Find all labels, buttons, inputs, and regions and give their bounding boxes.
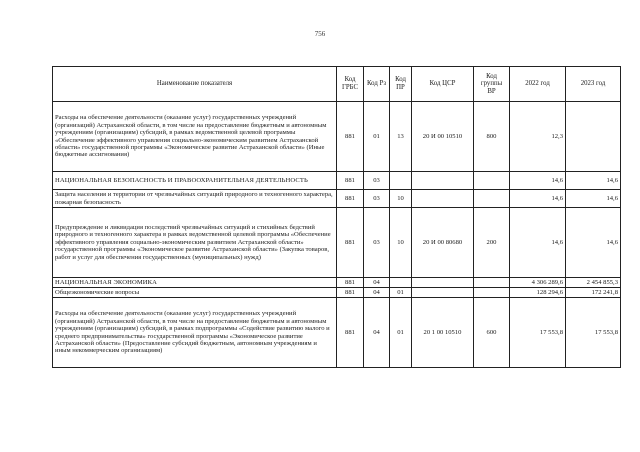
header-vr: Код группы ВР [474, 67, 510, 102]
row-name: НАЦИОНАЛЬНАЯ БЕЗОПАСНОСТЬ И ПРАВООХРАНИТЕЛЬНАЯ ДЕЯТЕЛЬНОСТЬ [53, 172, 337, 190]
table-row [53, 208, 621, 278]
budget-table [52, 66, 621, 368]
row-2023: 2 454 855,3 [566, 278, 621, 288]
row-name: Расходы на обеспечение деятельности (оказание услуг) государственных учреждений (организаций) Астраханской области, в том числе на предоставление бюджетным и автономным учреждениям (организациям) субсидий, в рамках ведомственной целевой программы «Обеспечение эффективного управления социально-экономическим развитием Астраханской области» государственной программы «Экономическое развитие Астраханской области» (Иные бюджетные ассигнования) [53, 102, 337, 172]
row-rz: 03 [364, 208, 390, 278]
row-csr [412, 278, 474, 288]
table-row [53, 190, 621, 208]
header-rz: Код Рз [364, 67, 390, 102]
header-2023: 2023 год [566, 67, 621, 102]
row-pr [390, 172, 412, 190]
header-pr: Код ПР [390, 67, 412, 102]
row-csr: 20 И 00 10510 [412, 102, 474, 172]
row-2022: 12,3 [510, 102, 566, 172]
row-grbs: 881 [337, 102, 364, 172]
row-csr [412, 190, 474, 208]
row-2022: 4 306 289,6 [510, 278, 566, 288]
row-grbs: 881 [337, 298, 364, 368]
row-rz: 04 [364, 288, 390, 298]
row-grbs: 881 [337, 208, 364, 278]
header-grbs: Код ГРБС [337, 67, 364, 102]
page-number: 756 [314, 30, 326, 38]
table-header-row [53, 67, 621, 102]
row-2022: 14,6 [510, 190, 566, 208]
row-name: Предупреждение и ликвидация последствий чрезвычайных ситуаций и стихийных бедствий природного и техногенного характера в рамках ведомственной целевой программы «Обеспечение эффективного управления социально-экономическим развитием Астраханской области» государственной программы «Экономическое развитие Астраханской области» (Закупка товаров, работ и услуг для обеспечения государственных (муниципальных) нужд) [53, 208, 337, 278]
row-pr: 10 [390, 190, 412, 208]
row-vr: 200 [474, 208, 510, 278]
row-2022: 17 553,8 [510, 298, 566, 368]
row-grbs: 881 [337, 172, 364, 190]
row-2023: 17 553,8 [566, 298, 621, 368]
row-grbs: 881 [337, 190, 364, 208]
row-vr [474, 278, 510, 288]
row-rz: 01 [364, 102, 390, 172]
row-pr: 01 [390, 288, 412, 298]
table-row [53, 172, 621, 190]
row-rz: 03 [364, 172, 390, 190]
table-row [53, 102, 621, 172]
row-rz: 04 [364, 278, 390, 288]
row-csr [412, 172, 474, 190]
row-pr: 13 [390, 102, 412, 172]
row-grbs: 881 [337, 288, 364, 298]
row-name: Расходы на обеспечение деятельности (оказание услуг) государственных учреждений (организаций) Астраханской области, в том числе на предоставление бюджетным и автономным учреждениям (организациям) субсидий, в рамках подпрограммы «Содействие развитию малого и среднего предпринимательства» государственной программы «Экономическое развитие Астраханской области» (Предоставление субсидий бюджетным, автономным учреждениям и иным некоммерческим организациям) [53, 298, 337, 368]
header-2022: 2022 год [510, 67, 566, 102]
row-grbs: 881 [337, 278, 364, 288]
row-pr [390, 278, 412, 288]
table-row [53, 298, 621, 368]
row-vr [474, 172, 510, 190]
row-name: Защита населения и территории от чрезвычайных ситуаций природного и техногенного характера, пожарная безопасность [53, 190, 337, 208]
row-2022: 128 294,6 [510, 288, 566, 298]
header-name: Наименование показателя [53, 67, 337, 102]
table-row [53, 278, 621, 288]
row-vr [474, 190, 510, 208]
header-csr: Код ЦСР [412, 67, 474, 102]
row-2022: 14,6 [510, 172, 566, 190]
row-name: Общеэкономические вопросы [53, 288, 337, 298]
row-2023: 14,6 [566, 190, 621, 208]
row-rz: 04 [364, 298, 390, 368]
table-row [53, 288, 621, 298]
row-vr: 600 [474, 298, 510, 368]
row-rz: 03 [364, 190, 390, 208]
row-2023 [566, 102, 621, 172]
row-2023: 14,6 [566, 208, 621, 278]
row-2022: 14,6 [510, 208, 566, 278]
row-vr: 800 [474, 102, 510, 172]
row-pr: 10 [390, 208, 412, 278]
row-name: НАЦИОНАЛЬНАЯ ЭКОНОМИКА [53, 278, 337, 288]
row-2023: 172 241,8 [566, 288, 621, 298]
row-csr: 20 И 00 80680 [412, 208, 474, 278]
row-2023: 14,6 [566, 172, 621, 190]
row-csr [412, 288, 474, 298]
row-csr: 20 1 00 10510 [412, 298, 474, 368]
row-pr: 01 [390, 298, 412, 368]
row-vr [474, 288, 510, 298]
